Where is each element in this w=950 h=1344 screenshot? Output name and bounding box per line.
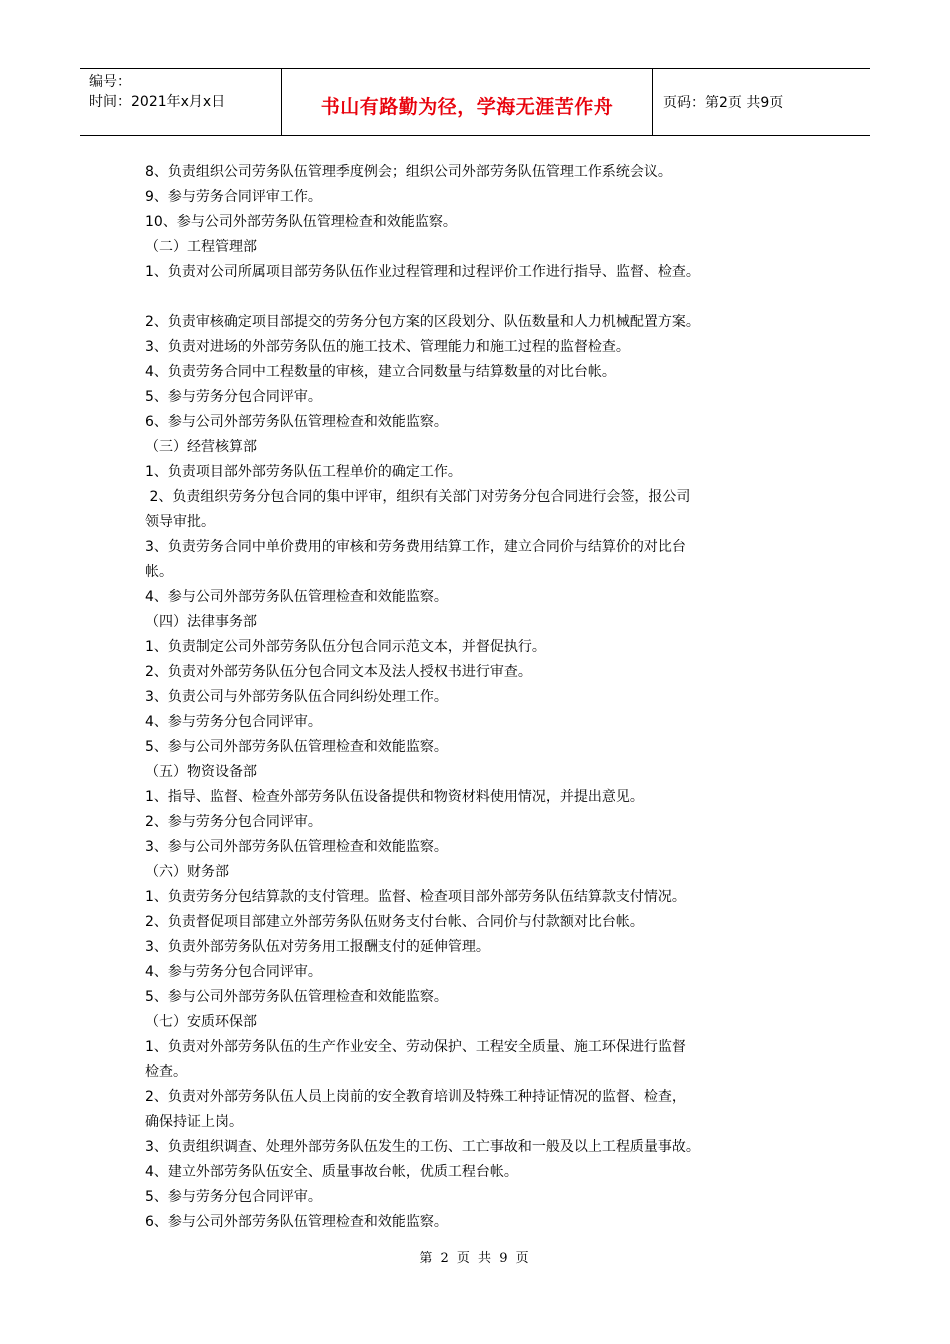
blank-line xyxy=(145,285,810,310)
section-heading: （六）财务部 xyxy=(145,864,229,880)
page-footer: 第 2 页 共 9 页 xyxy=(419,1251,531,1266)
paragraph: 9、参与劳务合同评审工作。 xyxy=(145,189,322,205)
header-meta xyxy=(80,69,282,135)
paragraph: 4、参与劳务分包合同评审。 xyxy=(145,714,322,730)
paragraph-continuation: 帐。 xyxy=(145,564,173,580)
paragraph: 6、参与公司外部劳务队伍管理检查和效能监察。 xyxy=(145,414,448,430)
paragraph: 4、参与劳务分包合同评审。 xyxy=(145,964,322,980)
paragraph: 2、负责审核确定项目部提交的劳务分包方案的区段划分、队伍数量和人力机械配置方案。 xyxy=(145,314,700,330)
document-date: 时间：2021年x月x日 xyxy=(89,94,226,110)
header-page-cell xyxy=(653,69,870,135)
paragraph: 1、负责对外部劳务队伍的生产作业安全、劳动保护、工程安全质量、施工环保进行监督 xyxy=(145,1039,686,1055)
paragraph: 1、负责制定公司外部劳务队伍分包合同示范文本，并督促执行。 xyxy=(145,639,546,655)
section-heading: （四）法律事务部 xyxy=(145,614,257,630)
paragraph: 1、负责对公司所属项目部劳务队伍作业过程管理和过程评价工作进行指导、监督、检查。 xyxy=(145,264,700,280)
page-header xyxy=(80,68,870,136)
paragraph: 3、负责外部劳务队伍对劳务用工报酬支付的延伸管理。 xyxy=(145,939,490,955)
paragraph: 1、负责劳务分包结算款的支付管理。监督、检查项目部外部劳务队伍结算款支付情况。 xyxy=(145,889,686,905)
slogan: 书山有路勤为径，学海无涯苦作舟 xyxy=(320,95,614,118)
section-heading: （三）经营核算部 xyxy=(145,439,257,455)
paragraph: 4、负责劳务合同中工程数量的审核，建立合同数量与结算数量的对比台帐。 xyxy=(145,364,616,380)
paragraph: 5、参与劳务分包合同评审。 xyxy=(145,389,322,405)
paragraph: 5、参与公司外部劳务队伍管理检查和效能监察。 xyxy=(145,989,448,1005)
paragraph-continuation: 领导审批。 xyxy=(145,514,215,530)
paragraph: 3、参与公司外部劳务队伍管理检查和效能监察。 xyxy=(145,839,448,855)
header-slogan-cell xyxy=(282,69,653,135)
paragraph: 3、负责组织调查、处理外部劳务队伍发生的工伤、工亡事故和一般及以上工程质量事故。 xyxy=(145,1139,700,1155)
paragraph: 5、参与劳务分包合同评审。 xyxy=(145,1189,322,1205)
paragraph: 2、负责对外部劳务队伍分包合同文本及法人授权书进行审查。 xyxy=(145,664,532,680)
section-heading: （七）安质环保部 xyxy=(145,1014,257,1030)
paragraph: 2、参与劳务分包合同评审。 xyxy=(145,814,322,830)
section-heading: （五）物资设备部 xyxy=(145,764,257,780)
page-indicator: 页码：第2页 共9页 xyxy=(663,95,784,111)
paragraph-continuation: 检查。 xyxy=(145,1064,187,1080)
paragraph-continuation: 确保持证上岗。 xyxy=(145,1114,243,1130)
paragraph: 2、负责对外部劳务队伍人员上岗前的安全教育培训及特殊工种持证情况的监督、检查， xyxy=(145,1089,686,1105)
paragraph: 1、负责项目部外部劳务队伍工程单价的确定工作。 xyxy=(145,464,462,480)
paragraph: 3、负责公司与外部劳务队伍合同纠纷处理工作。 xyxy=(145,689,448,705)
paragraph: 10、参与公司外部劳务队伍管理检查和效能监察。 xyxy=(145,214,457,230)
paragraph: 4、参与公司外部劳务队伍管理检查和效能监察。 xyxy=(145,589,448,605)
paragraph: 6、参与公司外部劳务队伍管理检查和效能监察。 xyxy=(145,1214,448,1230)
paragraph: 4、建立外部劳务队伍安全、质量事故台帐，优质工程台帐。 xyxy=(145,1164,518,1180)
paragraph: 3、负责对进场的外部劳务队伍的施工技术、管理能力和施工过程的监督检查。 xyxy=(145,339,630,355)
paragraph: 2、负责组织劳务分包合同的集中评审，组织有关部门对劳务分包合同进行会签，报公司 xyxy=(145,489,691,505)
paragraph: 1、指导、监督、检查外部劳务队伍设备提供和物资材料使用情况，并提出意见。 xyxy=(145,789,644,805)
paragraph: 2、负责督促项目部建立外部劳务队伍财务支付台帐、合同价与付款额对比台帐。 xyxy=(145,914,644,930)
paragraph: 3、负责劳务合同中单价费用的审核和劳务费用结算工作，建立合同价与结算价的对比台 xyxy=(145,539,686,555)
section-heading: （二）工程管理部 xyxy=(145,239,257,255)
document-body xyxy=(145,160,810,1235)
paragraph: 8、负责组织公司劳务队伍管理季度例会；组织公司外部劳务队伍管理工作系统会议。 xyxy=(145,164,672,180)
paragraph: 5、参与公司外部劳务队伍管理检查和效能监察。 xyxy=(145,739,448,755)
document-number: 编号： xyxy=(89,74,131,90)
